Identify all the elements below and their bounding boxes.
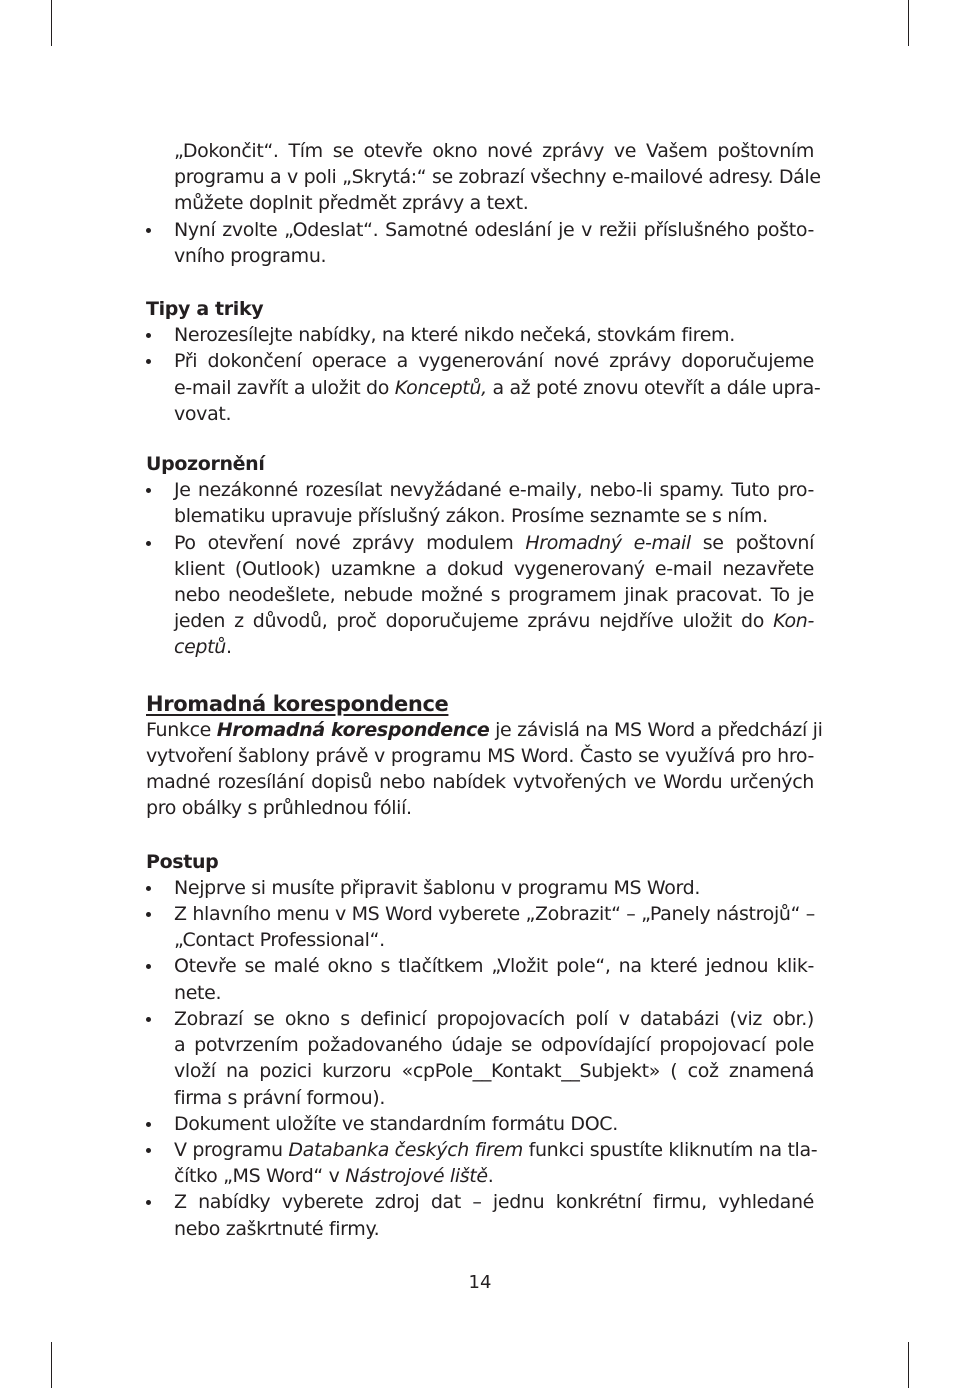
list-item <box>146 217 814 269</box>
text-line: pro obálky s průhlednou fólií. <box>146 797 412 820</box>
list-item <box>146 477 814 529</box>
list-item <box>146 322 814 348</box>
section-heading-postup: Postup <box>146 850 219 873</box>
text-line: ceptů. <box>174 636 232 659</box>
text-line: čítko „MS Word“ v Nástrojové liště. <box>174 1165 494 1188</box>
text-line: vytvoření šablony právě v programu MS Word. Často se využívá pro hro- <box>146 745 814 768</box>
text-line: Při dokončení operace a vygenerování nové zprávy doporučujeme <box>174 348 814 374</box>
text-line: Zobrazí se okno s definicí propojovacích polí v databázi (viz obr.) <box>174 1006 814 1032</box>
list-item <box>146 1006 814 1111</box>
hromadna-paragraph <box>146 717 823 822</box>
intro-paragraph <box>146 138 821 217</box>
text-line: Nyní zvolte „Odeslat“. Samotné odeslání je v režii příslušného pošto- <box>174 217 814 243</box>
text-line: jeden z důvodů, proč doporučujeme zprávu nejdříve uložit do Kon- <box>174 610 814 633</box>
list-item <box>146 875 814 901</box>
text-line: vního programu. <box>174 244 327 267</box>
list-item <box>146 901 814 953</box>
list-item <box>146 953 814 1005</box>
list-item <box>146 1189 814 1241</box>
section-heading-tipy: Tipy a triky <box>146 298 264 321</box>
text-line: blematiku upravuje příslušný zákon. Prosíme seznamte se s ním. <box>174 505 768 528</box>
text-line: klient (Outlook) uzamkne a dokud vygenerovaný e-mail nezavřete <box>174 557 814 580</box>
text-line: e-mail zavřít a uložit do Konceptů, a až poté znovu otevřít a dále upra- <box>174 376 821 399</box>
text-line: Otevře se malé okno s tlačítkem „Vložit pole“, na které jednou klik- <box>174 953 814 979</box>
page-number: 14 <box>468 1272 492 1293</box>
text-line: Funkce Hromadná korespondence je závislá na MS Word a předchází ji <box>146 718 823 741</box>
text-line: Nejprve si musíte připravit šablonu v programu MS Word. <box>174 875 814 901</box>
text-line: Dokument uložíte ve standardním formátu DOC. <box>174 1111 814 1137</box>
list-item <box>146 1111 814 1137</box>
crop-mark-bottom-right <box>908 1342 909 1388</box>
text-line: nete. <box>174 981 222 1004</box>
text-line: V programu Databanka českých firem funkci spustíte kliknutím na tla- <box>174 1137 814 1163</box>
text-line: Z hlavního menu v MS Word vyberete „Zobrazit“ – „Panely nástrojů“ – <box>174 901 814 927</box>
text-line: Je nezákonné rozesílat nevyžádané e-maily, nebo-li spamy. Tuto pro- <box>174 477 814 503</box>
text-line: nebo zaškrtnuté firmy. <box>174 1217 380 1240</box>
text-line: Nerozesílejte nabídky, na které nikdo nečeká, stovkám firem. <box>174 322 814 348</box>
text-line: nebo neodešlete, nebude možné s programem jinak pracovat. To je <box>174 584 814 607</box>
list-item <box>146 530 814 661</box>
crop-mark-top-left <box>51 0 52 46</box>
list-item <box>146 1137 818 1189</box>
text-line: programu a v poli „Skrytá:“ se zobrazí všechny e-mailové adresy. Dále <box>174 166 821 189</box>
crop-mark-top-right <box>908 0 909 46</box>
text-line: můžete doplnit předmět zprávy a text. <box>174 192 529 215</box>
crop-mark-bottom-left <box>51 1342 52 1388</box>
list-item <box>146 348 821 427</box>
section-heading-upozorneni: Upozornění <box>146 453 265 476</box>
text-line: Po otevření nové zprávy modulem Hromadný e-mail se poštovní <box>174 530 814 556</box>
text-line: „Contact Professional“. <box>174 929 385 952</box>
text-line: a potvrzením požadovaného údaje se odpovídající propojovací pole <box>174 1034 814 1057</box>
text-line: Z nabídky vyberete zdroj dat – jednu konkrétní firmu, vyhledané <box>174 1189 814 1215</box>
page-content <box>146 138 823 1242</box>
text-line: firma s právní formou). <box>174 1086 386 1109</box>
section-heading-hromadna-korespondence: Hromadná korespondence <box>146 691 449 716</box>
text-line: madné rozesílání dopisů nebo nabídek vytvořených ve Wordu určených <box>146 771 814 794</box>
text-line: vovat. <box>174 402 232 425</box>
text-line: vloží na pozici kurzoru «cpPole__Kontakt__Subjekt» ( což znamená <box>174 1060 814 1083</box>
text-line: „Dokončit“. Tím se otevře okno nové zprávy ve Vašem poštovním <box>174 140 814 162</box>
